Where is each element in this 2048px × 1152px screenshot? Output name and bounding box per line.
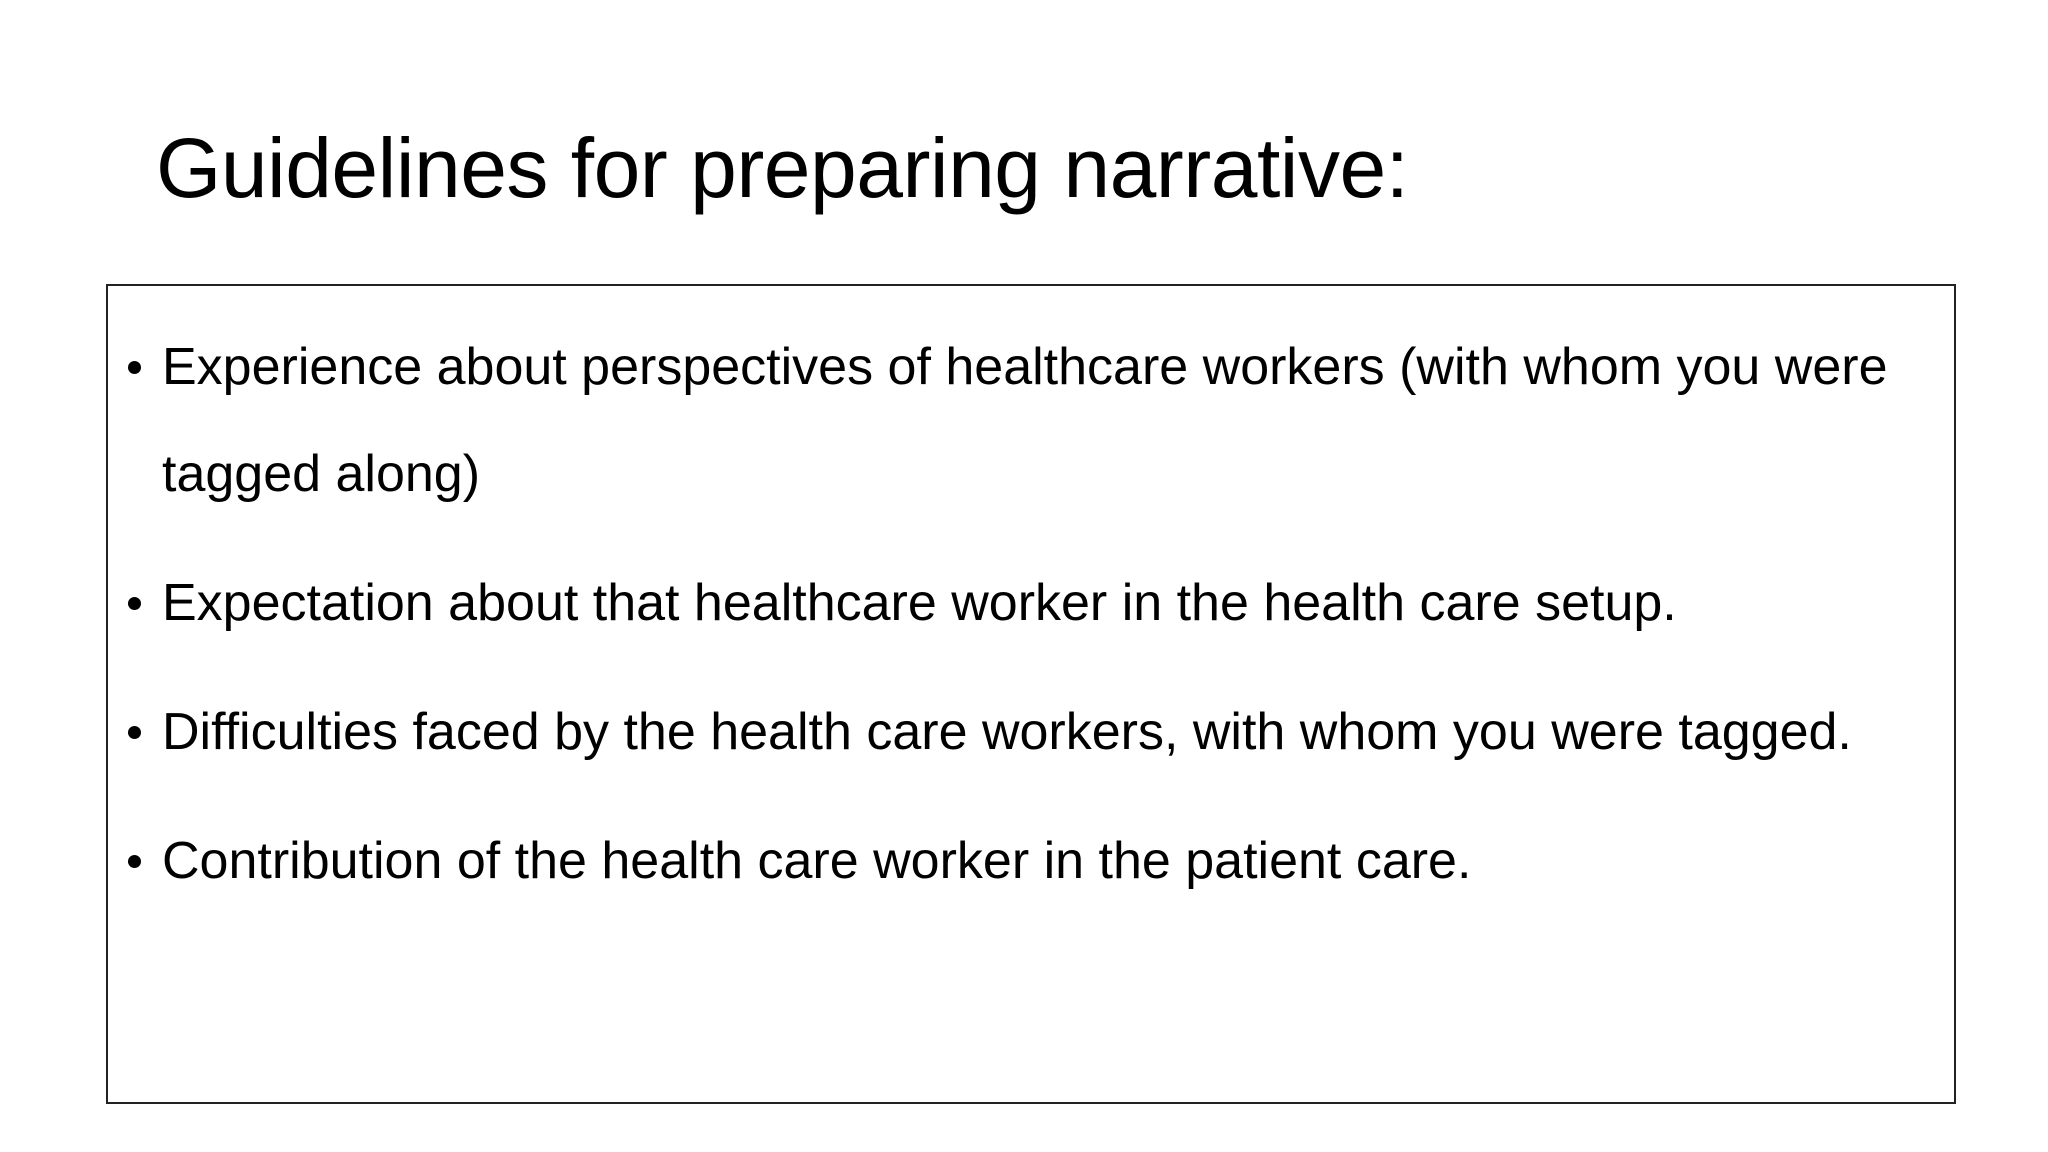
bullet-list — [108, 314, 1908, 937]
bullet-text: Difficulties faced by the health care workers, with whom you were tagged. — [162, 703, 1852, 761]
bullet-text: Expectation about that healthcare worker in the health care setup. — [162, 574, 1677, 632]
slide-title: Guidelines for preparing narrative: — [156, 121, 1409, 215]
bullet-dot-icon — [128, 597, 141, 610]
content-box — [106, 284, 1956, 1104]
bullet-dot-icon — [128, 855, 141, 868]
bullet-item — [108, 808, 1908, 915]
bullet-dot-icon — [128, 726, 141, 739]
bullet-item — [108, 679, 1908, 786]
bullet-text: Contribution of the health care worker in the patient care. — [162, 832, 1472, 890]
bullet-item — [108, 314, 1908, 528]
bullet-item — [108, 550, 1908, 657]
bullet-dot-icon — [128, 361, 141, 374]
bullet-text: Experience about perspectives of healthcare workers (with whom you were tagged along) — [162, 338, 1888, 503]
